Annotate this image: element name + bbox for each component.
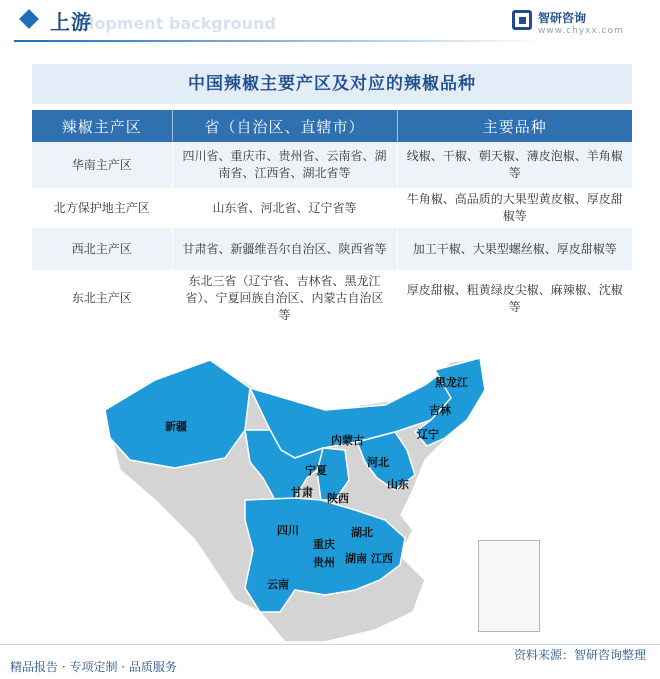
table-row — [32, 142, 632, 188]
map-label-xinjiang: 新疆 — [165, 420, 187, 433]
header-ghost-text: elopment background — [78, 14, 276, 33]
diamond-icon — [19, 9, 39, 29]
production-table — [32, 64, 632, 327]
region-cell: 北方保护地主产区 — [32, 188, 172, 228]
map-label-neimenggu: 内蒙古 — [331, 434, 364, 447]
varieties-cell: 厚皮甜椒、粗黄绿皮尖椒、麻辣椒、沈椒等 — [397, 270, 632, 327]
page-footer — [0, 644, 660, 679]
column-header: 主要品种 — [397, 110, 632, 142]
page-header — [0, 0, 660, 46]
logo-icon — [512, 10, 532, 30]
map-label-gansu: 甘肃 — [291, 486, 313, 499]
map-label-guizhou: 贵州 — [313, 556, 335, 569]
map-label-ningxia: 宁夏 — [305, 464, 327, 477]
table-row — [32, 270, 632, 327]
logo-name: 智研咨询 — [538, 11, 587, 25]
map-label-liaoning: 辽宁 — [417, 428, 439, 441]
provinces-cell: 山东省、河北省、辽宁省等 — [172, 188, 397, 228]
provinces-cell: 东北三省（辽宁省、吉林省、黑龙江省）、宁夏回族自治区、内蒙古自治区等 — [172, 270, 397, 327]
provinces-cell: 四川省、重庆市、贵州省、云南省、湖南省、江西省、湖北省等 — [172, 142, 397, 188]
region-cell: 西北主产区 — [32, 228, 172, 270]
map-label-shandong: 山东 — [387, 478, 409, 491]
map-label-yunnan: 云南 — [267, 578, 289, 591]
varieties-cell: 加工干椒、大果型螺丝椒、厚皮甜椒等 — [397, 228, 632, 270]
south-china-sea-inset — [478, 540, 540, 632]
header-divider — [14, 40, 544, 42]
column-header: 省（自治区、直辖市） — [172, 110, 397, 142]
table-row — [32, 228, 632, 270]
map-label-hubei: 湖北 — [351, 526, 373, 539]
table-title: 中国辣椒主要产区及对应的辣椒品种 — [32, 64, 632, 104]
varieties-cell: 牛角椒、高品质的大果型黄皮椒、厚皮甜椒等 — [397, 188, 632, 228]
data-table — [32, 110, 632, 327]
brand-logo — [512, 8, 642, 40]
column-header: 辣椒主产区 — [32, 110, 172, 142]
region-cell: 东北主产区 — [32, 270, 172, 327]
map-label-sichuan: 四川 — [277, 524, 299, 537]
table-row — [32, 188, 632, 228]
map-label-heilongjiang: 黑龙江 — [435, 376, 468, 389]
xinjiang-region — [105, 360, 250, 468]
map-label-jilin: 吉林 — [429, 404, 451, 417]
varieties-cell: 线椒、干椒、朝天椒、薄皮泡椒、羊角椒等 — [397, 142, 632, 188]
region-cell: 华南主产区 — [32, 142, 172, 188]
map-label-hunan: 湖南 — [345, 552, 367, 565]
logo-url: www.chyxx.com — [538, 26, 624, 36]
footer-slogan: 精品报告 · 专项定制 · 品质服务 — [10, 660, 177, 674]
provinces-cell: 甘肃省、新疆维吾尔自治区、陕西省等 — [172, 228, 397, 270]
section-title: 上游 — [50, 10, 92, 34]
map-label-shaanxi: 陕西 — [327, 492, 349, 505]
map-label-jiangxi: 江西 — [371, 552, 393, 565]
table-header-row — [32, 110, 632, 142]
footer-divider — [0, 644, 660, 645]
map-label-hebei: 河北 — [367, 456, 389, 469]
source-note: 资料来源：智研咨询整理 — [513, 648, 646, 662]
map-label-chongqing: 重庆 — [313, 538, 335, 551]
